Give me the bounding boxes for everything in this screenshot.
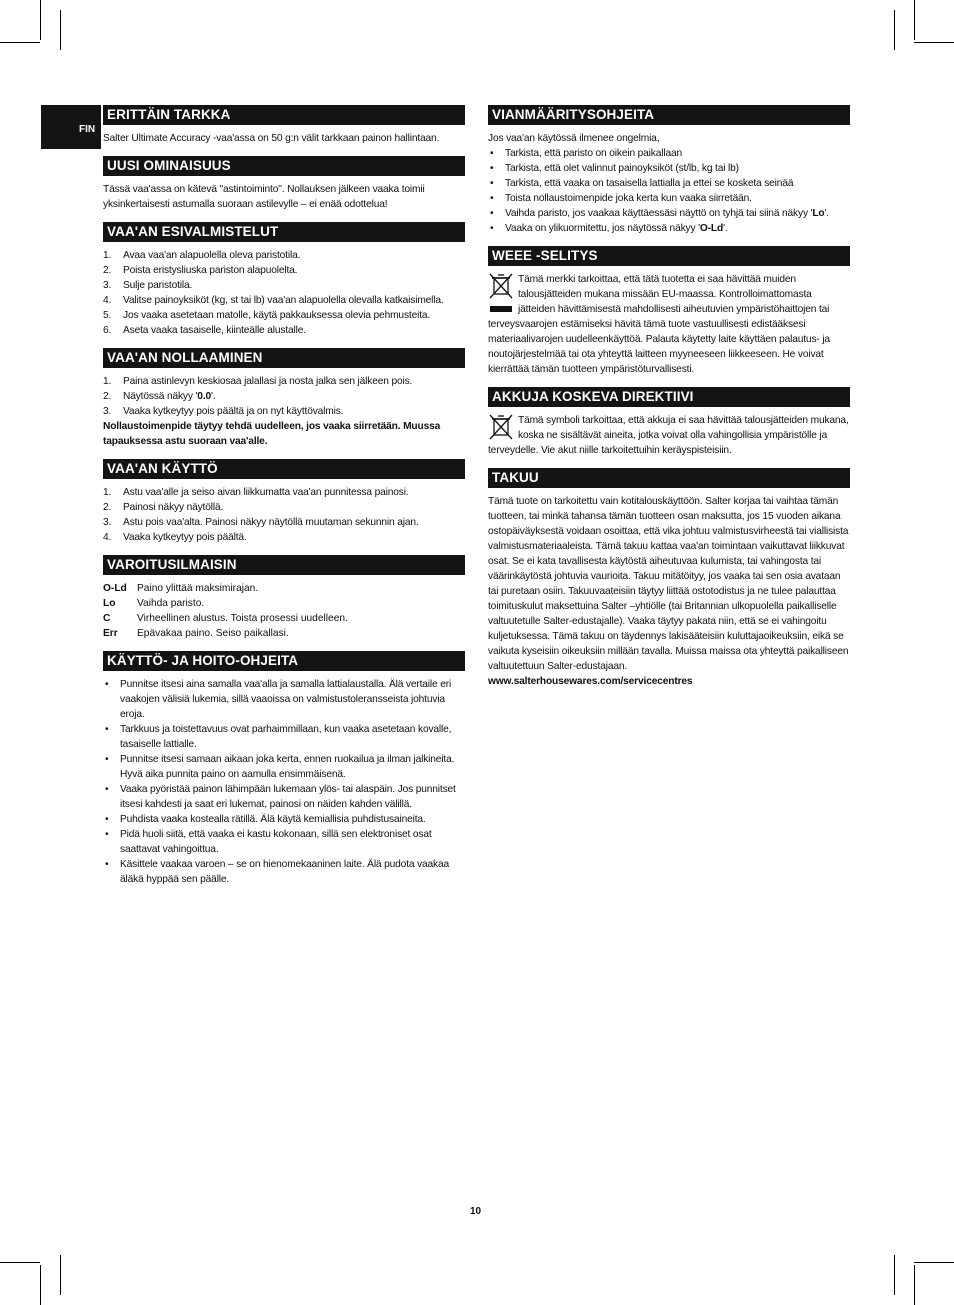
section-heading: VAA'AN ESIVALMISTELUT <box>103 222 465 242</box>
section-battery-directive <box>488 387 850 458</box>
list-item: • Käsittele vaakaa varoen – se on hienomekaaninen laite. Älä pudota vaakaa äläkä hyppää sen päälle. <box>103 857 465 887</box>
paragraph: Tämä symboli tarkoittaa, että akkuja ei saa hävittää talousjätteiden mukana, koska ne sisältävät aineita, jotka voivat olla vahingollisia ympäristölle ja terveydelle. Vie akut niille tarkoitettuihin keräyspisteisiin. <box>488 415 849 456</box>
section-heading: ERITTÄIN TARKKA <box>103 105 465 125</box>
service-centre-link[interactable]: www.salterhousewares.com/servicecentres <box>488 676 693 687</box>
list-item: • Pidä huoli siitä, että vaaka ei kastu kokonaan, sillä sen elektroniset osat saattavat vahingoittua. <box>103 827 465 857</box>
bullet-list <box>488 146 850 236</box>
paragraph: Tämä tuote on tarkoitettu vain kotitalouskäyttöön. Salter korjaa tai vaihtaa tämän tuotteen, tai minkä tahansa tämän tuotteen osan maksutta, jos 15 vuoden aikana ostopäiväyksestä voidaan osoittaa, että vika johtuu valmistusvirheestä tai viallisista valmistusmateriaaleista. Tämä takuu kattaa vaa'an toimintaan vaikuttavat liikkuvat osat. Se ei kata tavallisesta käytöstä aiheutuvaa kulumista, tai vahingosta tai väärinkäytöstä johtuvia vaurioita. Takuu mitätöityy, jos vaaka tai sen osia avataan tai puretaan osiin. Takuuvaateisiin täytyy liittää ostotodistus ja ne tulee palauttaa toimituskulut maksettuina Salter –yhtiölle (tai Britannian ulkopuolella paikalliselle valtuutetulle Salter-edustajalle). Vaaka täytyy pakata niin, että se ei vahingoitu kuljetuksessa. Tämä takuu on täydennys lakisääteisiin kuluttajaoikeuksiin, eikä se vaikuta kyseisiin oikeuksiin millään tavalla. Muissa maissa ota yhteyttä paikalliseen valtuutettuun Salter-edustajaan. <box>488 496 849 672</box>
crop-mark <box>60 1255 61 1295</box>
section-troubleshooting <box>488 105 850 236</box>
list-item: • Tarkkuus ja toistettavuus ovat parhaimmillaan, kun vaaka asetetaan kovalle, tasaiselle lattialle. <box>103 722 465 752</box>
section-heading: VAA'AN KÄYTTÖ <box>103 459 465 479</box>
list-item: • Punnitse itsesi aina samalla vaa'alla ja samalla lattialaustalla. Älä vertaile eri vaakojen välisiä lukemia, sillä vaaoissa on valmistustoleransseista johtuvia eroja. <box>103 677 465 722</box>
list-item: 4. Valitse painoyksiköt (kg, st tai lb) vaa'an alapuolella olevalla katkaisimella. <box>103 295 444 306</box>
section-heading: WEEE -SELITYS <box>488 246 850 266</box>
list-item: • Toista nollaustoimenpide joka kerta kun vaaka siirretään. <box>488 191 850 206</box>
section-weee <box>488 246 850 377</box>
section-heading: VIANMÄÄRITYSOHJEITA <box>488 105 850 125</box>
crop-mark <box>894 1255 895 1295</box>
list-item: • Punnitse itsesi samaan aikaan joka kerta, ennen ruokailua ja ilman jalkineita. Hyvä aika punnita paino on aamulla ensimmäisenä. <box>103 752 465 782</box>
list-item: 3. Sulje paristotila. <box>103 280 193 291</box>
section-accuracy <box>103 105 465 146</box>
section-heading: TAKUU <box>488 468 850 488</box>
list-item: 3. Astu pois vaa'alta. Painosi näkyy näytöllä muutaman sekunnin ajan. <box>103 517 419 528</box>
list-item: 6. Aseta vaaka tasaiselle, kiinteälle alustalle. <box>103 325 306 336</box>
crop-mark <box>914 1262 954 1263</box>
section-usage <box>103 459 465 545</box>
table-row: O-Ld Paino ylittää maksimirajan. <box>103 583 259 594</box>
crop-mark <box>894 10 895 50</box>
crop-mark <box>914 1265 915 1305</box>
section-warranty <box>488 468 850 689</box>
section-zeroing <box>103 348 465 449</box>
language-label: FIN <box>79 124 96 135</box>
numbered-list <box>103 485 465 545</box>
left-column <box>103 105 465 897</box>
crop-mark <box>40 1265 41 1305</box>
section-heading: AKKUJA KOSKEVA DIREKTIIVI <box>488 387 850 407</box>
table-row: Lo Vaihda paristo. <box>103 598 205 609</box>
crossed-bin-icon <box>488 272 516 316</box>
table-row: C Virheellinen alustus. Toista prosessi uudelleen. <box>103 613 348 624</box>
section-preparation <box>103 222 465 338</box>
page-number: 10 <box>470 1206 482 1217</box>
numbered-list <box>103 374 465 419</box>
list-item: 2. Näytössä näkyy '0.0'. <box>103 391 216 402</box>
section-heading: VAROITUSILMAISIN <box>103 555 465 575</box>
table-row: Err Epävakaa paino. Seiso paikallasi. <box>103 628 289 639</box>
language-tab <box>41 105 101 149</box>
crop-mark <box>914 0 915 40</box>
crop-mark <box>0 1262 40 1263</box>
crossed-bin-icon <box>488 413 516 443</box>
list-item: • Tarkista, että paristo on oikein paikallaan <box>488 146 850 161</box>
list-item: 1. Avaa vaa'an alapuolella oleva paristotila. <box>103 250 301 261</box>
numbered-list <box>103 248 465 338</box>
section-heading: KÄYTTÖ- JA HOITO-OHJEITA <box>103 651 465 671</box>
crop-mark <box>914 42 954 43</box>
crop-mark <box>60 10 61 50</box>
list-item: • Puhdista vaaka kostealla rätillä. Älä käytä kemiallisia puhdistusaineita. <box>103 812 465 827</box>
note: Nollaustoimenpide täytyy tehdä uudelleen, jos vaaka siirretään. Muussa tapauksessa astu suoraan vaa'alle. <box>103 421 441 447</box>
list-item: • Tarkista, että olet valinnut painoyksiköt (st/lb, kg tai lb) <box>488 161 850 176</box>
list-item: 1. Paina astinlevyn keskiosaa jalallasi ja nosta jalka sen jälkeen pois. <box>103 376 413 387</box>
section-heading: VAA'AN NOLLAAMINEN <box>103 348 465 368</box>
section-heading: UUSI OMINAISUUS <box>103 156 465 176</box>
right-column <box>488 105 850 699</box>
paragraph: Salter Ultimate Accuracy -vaa'assa on 50 g:n välit tarkkaan painon hallintaan. <box>103 133 440 144</box>
list-item: • Vaaka pyöristää painon lähimpään lukemaan ylös- tai alaspäin. Jos punnitset itsesi kahdesti ja saat eri lukemat, painosi on näiden kahden välillä. <box>103 782 465 812</box>
crop-mark <box>0 42 40 43</box>
section-care <box>103 651 465 887</box>
paragraph: Tämä merkki tarkoittaa, että tätä tuotetta ei saa hävittää muiden talousjätteiden mukana missään EU-maassa. Kontrolloimattomasta jätteiden hävittämisestä mahdollisesti aiheutuvien ympäristöhaittojen tai terveysvaarojen estämiseksi hävitä tämä tuote vastuullisesti edistääksesi materiaalivarojen uudelleenkäyttöä. Palauta käytetty laite käyttäen palautus- ja noutojärjestelmää tai ota yhteyttä laitteen myyneeseen liikkeeseen. He voivat kierrättää tämän tuotteen ympäristöturvallisesti. <box>488 274 830 375</box>
section-warnings <box>103 555 465 641</box>
list-item: 3. Vaaka kytkeytyy pois päältä ja on nyt käyttövalmis. <box>103 406 344 417</box>
paragraph: Tässä vaa'assa on kätevä "astintoiminto". Nollauksen jälkeen vaaka toimii yksinkertaisesti astumalla suoraan astilevylle – ei enää odottelua! <box>103 184 425 210</box>
list-item: • Vaaka on ylikuormitettu, jos näytössä näkyy 'O-Ld'. <box>488 221 850 236</box>
list-item: 5. Jos vaaka asetetaan matolle, käytä pakkauksessa olevia pehmusteita. <box>103 310 431 321</box>
list-item: 2. Poista eristysliuska pariston alapuolelta. <box>103 265 298 276</box>
list-item: 2. Painosi näkyy näytöllä. <box>103 502 224 513</box>
paragraph: Jos vaa'an käytössä ilmenee ongelmia, <box>488 133 660 144</box>
list-item: 1. Astu vaa'alle ja seiso aivan liikkumatta vaa'an punnitessa painosi. <box>103 487 409 498</box>
crop-mark <box>40 0 41 40</box>
list-item: 4. Vaaka kytkeytyy pois päältä. <box>103 532 247 543</box>
warning-table <box>103 581 348 641</box>
section-new-feature <box>103 156 465 212</box>
bullet-list <box>103 677 465 887</box>
list-item: • Tarkista, että vaaka on tasaisella lattialla ja ettei se kosketa seinää <box>488 176 850 191</box>
list-item: • Vaihda paristo, jos vaakaa käyttäessäsi näyttö on tyhjä tai siinä näkyy 'Lo'. <box>488 206 850 221</box>
